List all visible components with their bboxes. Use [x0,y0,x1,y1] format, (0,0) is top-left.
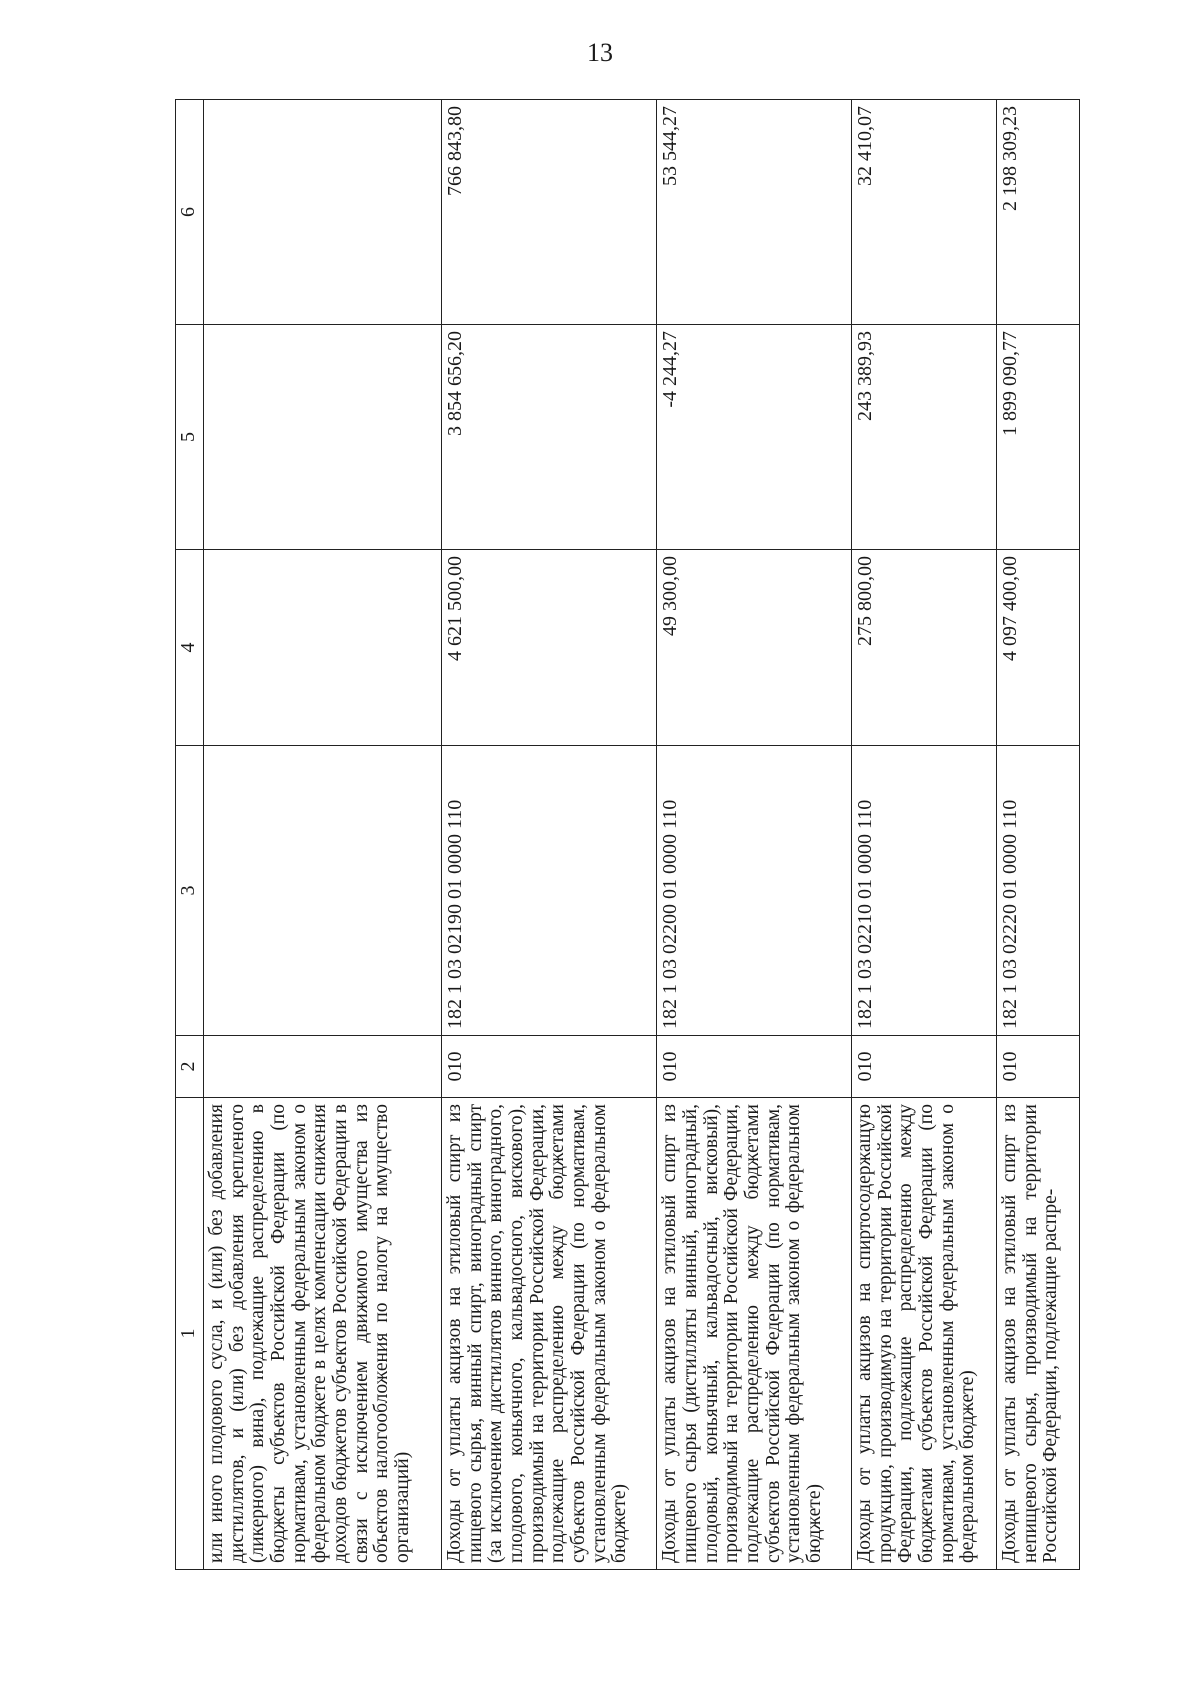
table-row [852,100,997,1570]
description-cell: Доходы от уплаты акцизов на спиртосодержащую продукцию, производимую на территории Российской Федерации, подлежащие распределению между бюджетами субъектов Российской Федерации (по нормативам, установленным федеральным законом о федеральном бюджете) [852,1098,997,1570]
value-cell [203,550,441,746]
description-cell: Доходы от уплаты акцизов на этиловый спирт из пищевого сырья, винный спирт, виноградный спирт (за исключением дистиллятов винного, виноградного, плодового, коньячного, кальвадосного, вискового), производимый на территории Российской Федерации, подлежащие распределению между бюджетами субъектов Российской Федерации (по нормативам, установленным федеральным законом о федеральном бюджете) [442,1098,657,1570]
header-cell: 5 [176,325,204,550]
description-cell: или иного плодового сусла, и (или) без добавления дистиллятов, и (или) без добавления крепленого (ликерного) вина), подлежащие распределению в бюджеты субъектов Российской Федерации (по нормативам, установленным федеральным законом о федеральном бюджете в целях компенсации снижения доходов бюджетов субъектов Российской Федерации в связи с исключением движимого имущества из объектов налогообложения по налогу на имущество организаций) [203,1098,441,1570]
table-row [203,100,441,1570]
value-cell: 32 410,07 [852,100,997,325]
revenue-table [175,99,1080,1570]
page-number: 13 [587,38,613,67]
admin-code-cell: 010 [997,1036,1080,1098]
budget-code-cell: 182 1 03 02210 01 0000 110 [852,746,997,1036]
description-cell: Доходы от уплаты акцизов на этиловый спирт из непищевого сырья, производимый на территории Российской Федерации, подлежащие распре- [997,1098,1080,1570]
table-row [442,100,657,1570]
value-cell: 3 854 656,20 [442,325,657,550]
header-cell: 1 [176,1098,204,1570]
header-cell: 6 [176,100,204,325]
value-cell: 1 899 090,77 [997,325,1080,550]
value-cell: 766 843,80 [442,100,657,325]
rotated-table-container [175,100,1080,1570]
value-cell: 4 097 400,00 [997,550,1080,746]
table-row [657,100,852,1570]
admin-code-cell: 010 [442,1036,657,1098]
value-cell [203,100,441,325]
admin-code-cell [203,1036,441,1098]
value-cell: 49 300,00 [657,550,852,746]
value-cell: 2 198 309,23 [997,100,1080,325]
admin-code-cell: 010 [852,1036,997,1098]
value-cell [203,325,441,550]
value-cell: 243 389,93 [852,325,997,550]
admin-code-cell: 010 [657,1036,852,1098]
header-cell: 4 [176,550,204,746]
budget-code-cell: 182 1 03 02220 01 0000 110 [997,746,1080,1036]
table-row [997,100,1080,1570]
value-cell: 53 544,27 [657,100,852,325]
value-cell: 4 621 500,00 [442,550,657,746]
value-cell: -4 244,27 [657,325,852,550]
value-cell: 275 800,00 [852,550,997,746]
budget-code-cell: 182 1 03 02190 01 0000 110 [442,746,657,1036]
header-cell: 3 [176,746,204,1036]
budget-code-cell [203,746,441,1036]
header-cell: 2 [176,1036,204,1098]
table-header-row [176,100,204,1570]
budget-code-cell: 182 1 03 02200 01 0000 110 [657,746,852,1036]
description-cell: Доходы от уплаты акцизов на этиловый спирт из пищевого сырья (дистилляты винный, виноградный, плодовый, коньячный, кальвадосный, висковый), производимый на территории Российской Федерации, подлежащие распределению между бюджетами субъектов Российской Федерации (по нормативам, установленным федеральным законом о федеральном бюджете) [657,1098,852,1570]
